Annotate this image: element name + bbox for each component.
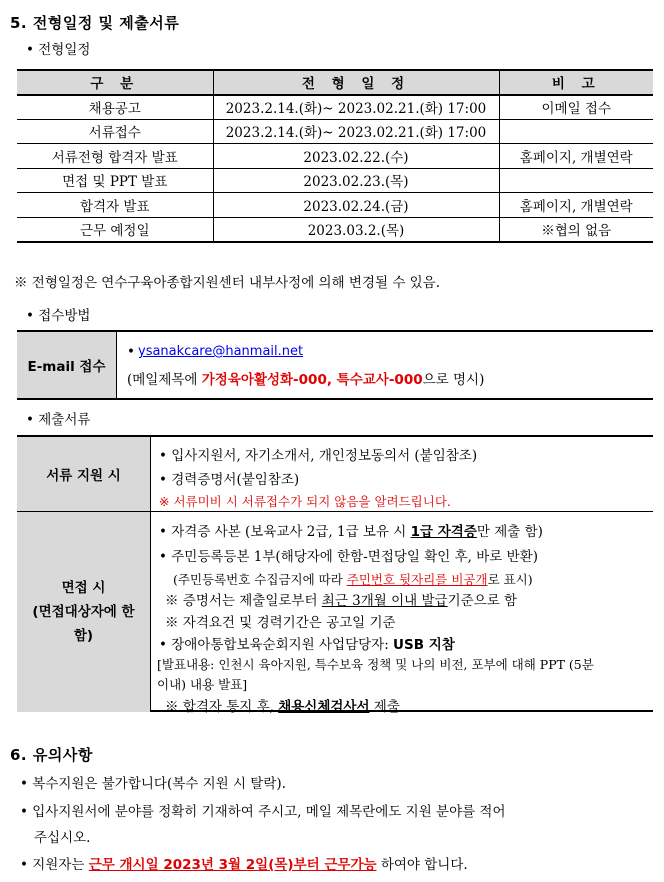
email-content (117, 332, 653, 398)
email-subject-format: 가정육아활성화-000, 특수교사-000 (201, 372, 423, 388)
schedule-header-cell: 비 고 (499, 70, 653, 95)
interview-label-line: 면접 시 (61, 580, 106, 596)
schedule-table (17, 69, 653, 243)
table-row (17, 193, 653, 218)
notice-item: • 복수지원은 불가합니다(복수 지원 시 탈락). (20, 776, 286, 792)
schedule-cell: 이메일 접수 (499, 95, 653, 120)
notice-item: • 입사지원서에 분야를 정확히 기재하여 주시고, 메일 제목란에도 지원 분야를 적어 (20, 804, 506, 820)
health-post: 제출 (369, 699, 400, 715)
proof-line (165, 589, 517, 609)
docs-row-application (17, 437, 653, 512)
method-subheading: • 접수방법 (26, 308, 91, 324)
schedule-cell: 면접 및 PPT 발표 (17, 168, 213, 193)
email-subject-suffix: 으로 명시) (422, 372, 485, 388)
schedule-header-cell: 전 형 일 정 (213, 70, 499, 95)
notice-item3-post: 하여야 합니다. (376, 857, 468, 873)
email-bullet: • (127, 344, 135, 360)
schedule-cell (499, 168, 653, 193)
notice-item-cont: 주십시오. (34, 830, 91, 846)
resident-note-line (173, 570, 533, 588)
schedule-cell: 서류접수 (17, 119, 213, 144)
health-pre: ※ 합격자 통지 후, (165, 699, 279, 715)
schedule-header-row (17, 70, 653, 95)
schedule-cell: 2023.02.24.(금) (213, 193, 499, 218)
email-subject-note (127, 368, 484, 388)
resident-note-post: 로 표시) (487, 572, 533, 587)
start-date-notice: 근무 개시일 2023년 3월 2일(목)부터 근무가능 (88, 857, 377, 873)
schedule-header-cell: 구 분 (17, 70, 213, 95)
cert-post: 만 제출 함) (476, 524, 543, 540)
schedule-note: ※ 전형일정은 연수구육아종합지원센터 내부사정에 의해 변경될 수 있음. (14, 275, 441, 291)
proof-post: 기준으로 함 (447, 593, 518, 609)
docs-box (17, 435, 653, 715)
health-line (165, 695, 400, 715)
qualify-line: ※ 자격요건 및 경력기간은 공고일 기준 (165, 615, 396, 631)
schedule-cell (499, 119, 653, 144)
email-box (17, 330, 653, 400)
docs-line: • 경력증명서(붙임참조) (159, 472, 300, 488)
schedule-cell: 합격자 발표 (17, 193, 213, 218)
docs-line: • 입사지원서, 자기소개서, 개인정보동의서 (붙임참조) (159, 448, 478, 464)
docs-label-interview (17, 512, 151, 712)
usb-bold: USB 지참 (393, 637, 455, 653)
email-subject-prefix: (메일제목에 (127, 372, 202, 388)
table-row (17, 119, 653, 144)
schedule-cell: 2023.02.23.(목) (213, 168, 499, 193)
interview-label-line: 함) (73, 628, 94, 644)
proof-ul: 최근 3개월 이내 발급 (321, 593, 448, 609)
notice-item (20, 853, 468, 873)
health-bold: 채용신체검사서 (278, 699, 370, 715)
section6-heading: 6. 유의사항 (10, 746, 93, 764)
schedule-cell: 2023.02.22.(수) (213, 144, 499, 169)
schedule-cell: 홈페이지, 개별연락 (499, 193, 653, 218)
schedule-cell: 2023.2.14.(화)~ 2023.02.21.(화) 17:00 (213, 119, 499, 144)
schedule-cell: 채용공고 (17, 95, 213, 120)
email-link[interactable]: ysanakcare@hanmail.net (138, 344, 304, 359)
docs-warning: ※ 서류미비 시 서류접수가 되지 않음을 알려드립니다. (159, 494, 451, 509)
docs-subheading: • 제출서류 (26, 412, 91, 428)
docs-label-application: 서류 지원 시 (17, 437, 151, 511)
table-row (17, 95, 653, 120)
usb-line (159, 633, 455, 653)
ppt-line: [발표내용: 인천시 육아지원, 특수보육 정책 및 나의 비전, 포부에 대해 PPT (5분 (157, 657, 594, 672)
schedule-subheading: • 전형일정 (26, 42, 91, 58)
resident-line: • 주민등록등본 1부(해당자에 한함-면접당일 확인 후, 바로 반환) (159, 549, 538, 565)
notice-item3-pre: • 지원자는 (20, 857, 89, 873)
cert-bold: 1급 자격증 (410, 524, 477, 540)
ppt-line: 이내) 내용 발표] (157, 677, 248, 692)
schedule-cell: 홈페이지, 개별연락 (499, 144, 653, 169)
table-row (17, 144, 653, 169)
schedule-cell: 근무 예정일 (17, 217, 213, 242)
schedule-cell: ※협의 없음 (499, 217, 653, 242)
resident-note-red: 주민번호 뒷자리를 비공개 (346, 572, 488, 587)
section5-heading: 5. 전형일정 및 제출서류 (10, 14, 180, 32)
schedule-cell: 2023.2.14.(화)~ 2023.02.21.(화) 17:00 (213, 95, 499, 120)
interview-label-line: (면접대상자에 한 (32, 604, 135, 620)
schedule-cell: 2023.03.2.(목) (213, 217, 499, 242)
schedule-cell: 서류전형 합격자 발표 (17, 144, 213, 169)
docs-row-interview (17, 512, 653, 715)
cert-pre: • 자격증 사본 (보육교사 2급, 1급 보유 시 (159, 524, 411, 540)
table-row (17, 168, 653, 193)
resident-note-pre: (주민등록번호 수집금지에 따라 (173, 572, 347, 587)
proof-pre: ※ 증명서는 제출일로부터 (165, 593, 322, 609)
usb-pre: • 장애아통합보육순회지원 사업담당자: (159, 637, 394, 653)
docs-application-content (151, 437, 653, 511)
table-row (17, 217, 653, 242)
docs-interview-content (151, 512, 653, 715)
email-label: E-mail 접수 (17, 332, 117, 398)
cert-line (159, 520, 543, 540)
